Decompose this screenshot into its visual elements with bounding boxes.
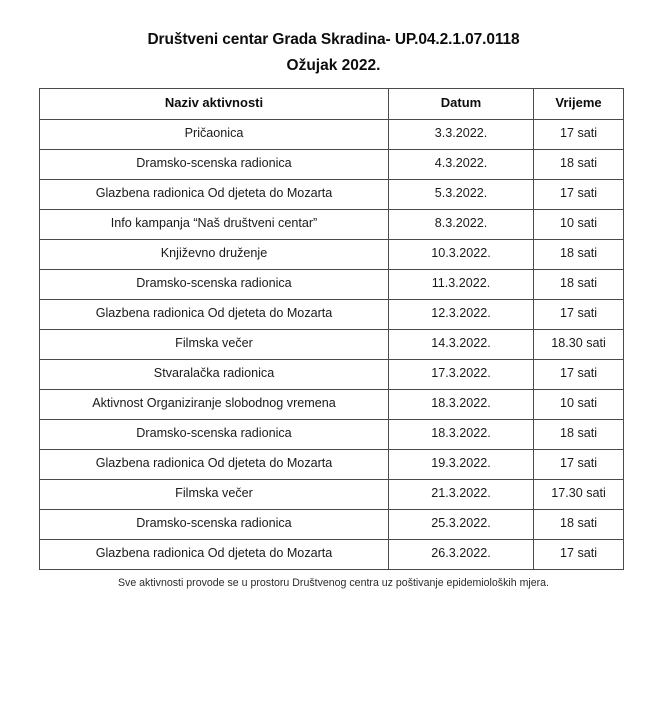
column-header-date: Datum xyxy=(389,89,534,120)
table-row xyxy=(40,300,624,330)
table-row xyxy=(40,360,624,390)
cell-name: Dramsko-scenska radionica xyxy=(40,150,389,180)
page-subtitle: Ožujak 2022. xyxy=(286,57,381,74)
cell-time: 18.30 sati xyxy=(534,330,624,360)
column-header-time: Vrijeme xyxy=(534,89,624,120)
document-title-block xyxy=(0,27,667,79)
table-row xyxy=(40,120,624,150)
table-row xyxy=(40,540,624,570)
cell-name: Dramsko-scenska radionica xyxy=(40,510,389,540)
cell-time: 18 sati xyxy=(534,510,624,540)
cell-name: Pričaonica xyxy=(40,120,389,150)
cell-date: 11.3.2022. xyxy=(389,270,534,300)
cell-name: Glazbena radionica Od djeteta do Mozarta xyxy=(40,540,389,570)
cell-name: Književno druženje xyxy=(40,240,389,270)
cell-date: 26.3.2022. xyxy=(389,540,534,570)
cell-time: 17 sati xyxy=(534,360,624,390)
cell-time: 18 sati xyxy=(534,420,624,450)
cell-date: 14.3.2022. xyxy=(389,330,534,360)
cell-name: Glazbena radionica Od djeteta do Mozarta xyxy=(40,300,389,330)
cell-date: 18.3.2022. xyxy=(389,390,534,420)
cell-date: 19.3.2022. xyxy=(389,450,534,480)
table-row xyxy=(40,180,624,210)
cell-time: 17 sati xyxy=(534,450,624,480)
schedule-table-wrapper xyxy=(0,88,667,570)
cell-date: 4.3.2022. xyxy=(389,150,534,180)
cell-date: 17.3.2022. xyxy=(389,360,534,390)
cell-name: Glazbena radionica Od djeteta do Mozarta xyxy=(40,180,389,210)
table-header-row xyxy=(40,89,624,120)
footnote-text: Sve aktivnosti provode se u prostoru Društvenog centra uz poštivanje epidemioloških mjera. xyxy=(117,577,550,589)
cell-date: 3.3.2022. xyxy=(389,120,534,150)
table-row xyxy=(40,450,624,480)
cell-date: 10.3.2022. xyxy=(389,240,534,270)
cell-time: 17 sati xyxy=(534,300,624,330)
cell-date: 12.3.2022. xyxy=(389,300,534,330)
schedule-table xyxy=(39,88,624,570)
cell-time: 10 sati xyxy=(534,210,624,240)
table-row xyxy=(40,330,624,360)
cell-name: Filmska večer xyxy=(40,480,389,510)
cell-time: 17 sati xyxy=(534,120,624,150)
table-row xyxy=(40,240,624,270)
cell-name: Stvaralačka radionica xyxy=(40,360,389,390)
cell-name: Filmska večer xyxy=(40,330,389,360)
cell-time: 10 sati xyxy=(534,390,624,420)
column-header-name: Naziv aktivnosti xyxy=(40,89,389,120)
cell-name: Glazbena radionica Od djeteta do Mozarta xyxy=(40,450,389,480)
table-row xyxy=(40,480,624,510)
table-row xyxy=(40,150,624,180)
page-title: Društveni centar Grada Skradina- UP.04.2.1.07.0118 xyxy=(147,31,520,48)
cell-date: 21.3.2022. xyxy=(389,480,534,510)
cell-date: 5.3.2022. xyxy=(389,180,534,210)
cell-name: Dramsko-scenska radionica xyxy=(40,270,389,300)
table-header xyxy=(40,89,624,120)
cell-name: Dramsko-scenska radionica xyxy=(40,420,389,450)
cell-date: 18.3.2022. xyxy=(389,420,534,450)
table-body xyxy=(40,120,624,570)
cell-name: Aktivnost Organiziranje slobodnog vremena xyxy=(40,390,389,420)
cell-time: 18 sati xyxy=(534,270,624,300)
cell-time: 17 sati xyxy=(534,180,624,210)
table-row xyxy=(40,510,624,540)
cell-name: Info kampanja “Naš društveni centar” xyxy=(40,210,389,240)
cell-time: 18 sati xyxy=(534,150,624,180)
table-row xyxy=(40,270,624,300)
cell-time: 17 sati xyxy=(534,540,624,570)
table-row xyxy=(40,210,624,240)
table-row xyxy=(40,390,624,420)
table-row xyxy=(40,420,624,450)
cell-date: 25.3.2022. xyxy=(389,510,534,540)
cell-time: 17.30 sati xyxy=(534,480,624,510)
cell-date: 8.3.2022. xyxy=(389,210,534,240)
cell-time: 18 sati xyxy=(534,240,624,270)
